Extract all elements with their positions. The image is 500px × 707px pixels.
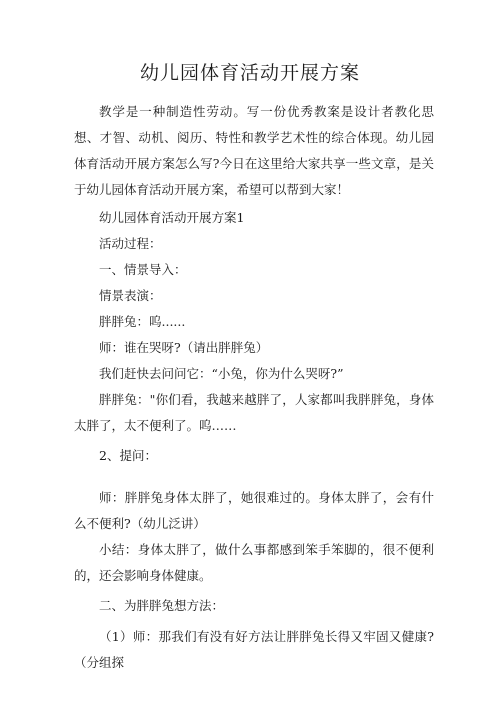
intro-paragraph: 教学是一种制造性劳动。写一份优秀教案是设计者教化思想、才智、动机、阅历、特性和教学艺术性的综合体现。幼儿园体育活动开展方案怎么写?今日在这里给大家共享一些文章，是关于幼儿园体育活动开展方案，希望可以帮到大家！ [74, 104, 434, 197]
question-heading: 2、提问： [99, 448, 157, 463]
step-one-heading: 一、情景导入： [99, 262, 187, 277]
activity-process-label: 活动过程： [99, 236, 162, 251]
scene-performance-label: 情景表演： [99, 288, 162, 303]
dialogue-line: 师：谁在哭呀?（请出胖胖兔） [99, 340, 269, 355]
section-heading-plan-1: 幼儿园体育活动开展方案1 [99, 210, 245, 225]
document-title: 幼儿园体育活动开展方案 [139, 62, 360, 84]
dialogue-line: 胖胖兔：呜...... [99, 314, 186, 329]
dialogue-line: 我们赶快去问问它：“小兔，你为什么哭呀?” [99, 366, 344, 381]
summary-paragraph: 小结：身体太胖了，做什么事都感到笨手笨脚的，很不便利的，还会影响身体健康。 [74, 542, 434, 583]
dialogue-paragraph: 胖胖兔："你们看，我越来越胖了，人家都叫我胖胖兔，身体太胖了，太不便利了。呜…… [74, 392, 434, 433]
teacher-method-paragraph: （1）师：那我们有没有好方法让胖胖兔长得又牢固又健康?（分组探 [74, 629, 434, 670]
step-two-heading: 二、为胖胖兔想方法： [99, 598, 225, 613]
teacher-question-paragraph: 师：胖胖兔身体太胖了，她很难过的。身体太胖了，会有什么不便利?（幼儿泛讲） [74, 490, 434, 531]
